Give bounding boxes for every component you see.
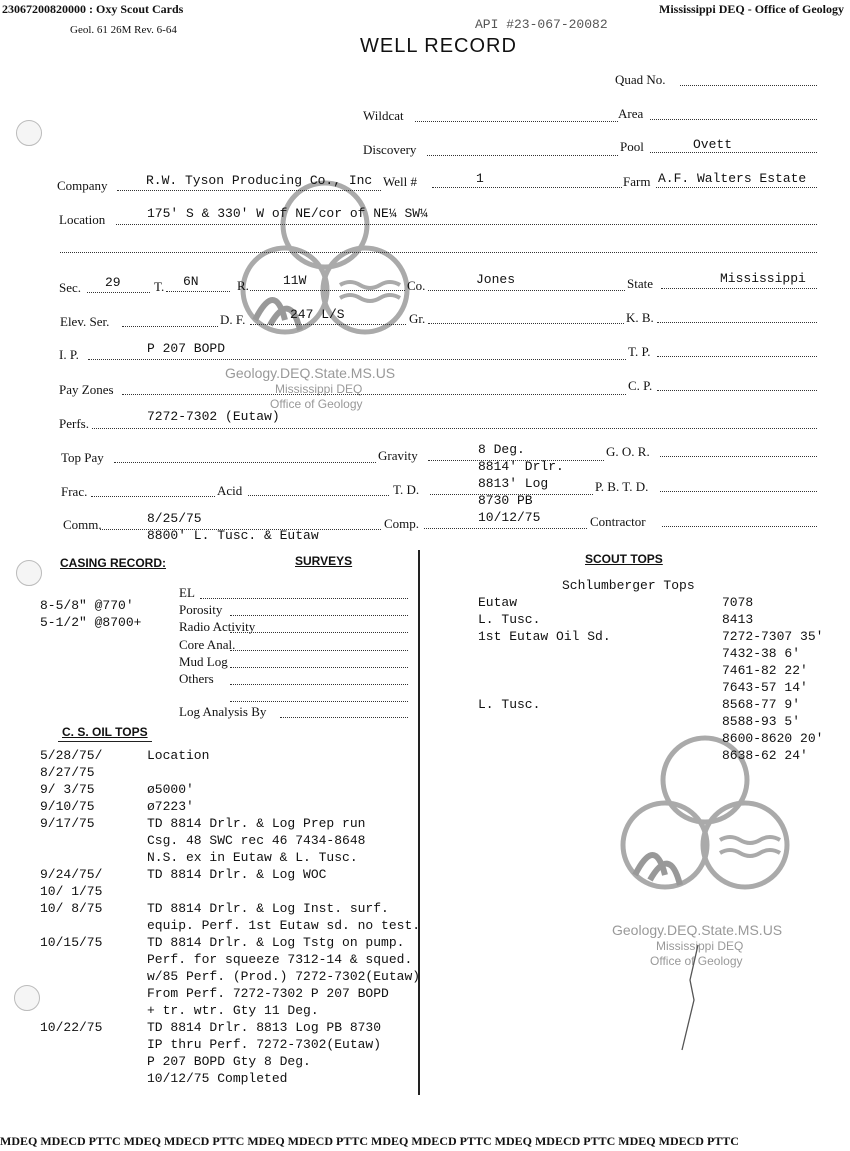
elev-ser-label: Elev. Ser. bbox=[60, 314, 110, 329]
r-label: R. bbox=[237, 278, 249, 293]
survey-item-label: Log Analysis By bbox=[179, 704, 267, 719]
kb-label: K. B. bbox=[626, 310, 654, 325]
oil-tops-entry: TD 8814 Drlr. 8813 Log PB 8730 bbox=[147, 1020, 382, 1035]
oil-tops-entry: 10/12/75 Completed bbox=[147, 1071, 288, 1086]
scout-tops-depth: 7461-82 22' bbox=[722, 663, 808, 678]
comp-value: 10/12/75 bbox=[478, 510, 541, 525]
watermark-text: Mississippi DEQ bbox=[656, 939, 744, 953]
ip-label: I. P. bbox=[59, 347, 79, 362]
company-label: Company bbox=[57, 178, 108, 193]
survey-item-line bbox=[230, 615, 408, 616]
survey-item-line bbox=[230, 632, 408, 633]
oil-tops-date: 10/ 1/75 bbox=[40, 884, 103, 899]
oil-tops-entry: TD 8814 Drlr. & Log Prep run bbox=[147, 816, 366, 831]
oil-tops-entry: N.S. ex in Eutaw & L. Tusc. bbox=[147, 850, 358, 865]
td-log-value: 8813' Log bbox=[478, 476, 549, 491]
punch-hole bbox=[16, 120, 42, 146]
scout-tops-depth: 7643-57 14' bbox=[722, 680, 808, 695]
agency-header: Mississippi DEQ - Office of Geology bbox=[659, 2, 844, 16]
scout-tops-depth: 7432-38 6' bbox=[722, 646, 801, 661]
casing-record-heading: CASING RECORD: bbox=[60, 556, 167, 570]
oil-tops-entry: P 207 BOPD Gty 8 Deg. bbox=[147, 1054, 311, 1069]
gr-label: Gr. bbox=[409, 311, 426, 326]
scout-tops-heading: SCOUT TOPS bbox=[585, 552, 663, 566]
oil-tops-entry: ø7223' bbox=[147, 799, 194, 814]
perfs-label: Perfs. bbox=[59, 416, 89, 431]
scout-tops-formation: L. Tusc. bbox=[478, 697, 541, 712]
file-id-header: 23067200820000 : Oxy Scout Cards bbox=[2, 2, 184, 16]
casing-row: 8-5/8" @770' bbox=[40, 598, 134, 613]
county-value: Jones bbox=[476, 272, 516, 287]
pen-mark bbox=[670, 940, 710, 1060]
t-value: 6N bbox=[183, 274, 199, 289]
t-label: T. bbox=[154, 279, 165, 294]
well-label: Well # bbox=[383, 174, 417, 189]
scout-tops-depth: 7272-7307 35' bbox=[722, 629, 824, 644]
survey-item-line bbox=[230, 684, 408, 685]
county-label: Co. bbox=[407, 278, 426, 293]
pay-zones-label: Pay Zones bbox=[59, 382, 114, 397]
oil-tops-entry: IP thru Perf. 7272-7302(Eutaw) bbox=[147, 1037, 382, 1052]
surveys-heading: SURVEYS bbox=[295, 554, 353, 568]
oil-tops-date: 9/24/75/ bbox=[40, 867, 103, 882]
page-title: WELL RECORD bbox=[360, 35, 517, 57]
scout-tops-formation: L. Tusc. bbox=[478, 612, 541, 627]
acid-label: Acid bbox=[217, 483, 243, 498]
watermark-text: Office of Geology bbox=[270, 397, 363, 411]
oil-tops-entry: Location bbox=[147, 748, 210, 763]
pool-value: Ovett bbox=[693, 137, 733, 152]
td-label: T. D. bbox=[393, 482, 420, 497]
survey-item-line bbox=[230, 667, 408, 668]
scout-tops-subheading: Schlumberger Tops bbox=[562, 578, 695, 593]
footer-watermark-strip: MDEQ MDECD PTTC MDEQ MDECD PTTC MDEQ MDECD PTTC MDEQ MDECD PTTC MDEQ MDECD PTTC MDEQ MDECD PTTC bbox=[0, 1134, 739, 1148]
survey-item-line bbox=[200, 598, 408, 599]
area-label: Area bbox=[618, 106, 644, 121]
comm-note-value: 8800' L. Tusc. & Eutaw bbox=[147, 528, 319, 543]
oil-tops-entry: w/85 Perf. (Prod.) 7272-7302(Eutaw) bbox=[147, 969, 421, 984]
gravity-value: 8 Deg. bbox=[478, 442, 525, 457]
tp-label: T. P. bbox=[628, 344, 651, 359]
top-pay-label: Top Pay bbox=[61, 450, 104, 465]
survey-item-label: Others bbox=[179, 671, 214, 686]
discovery-label: Discovery bbox=[363, 142, 417, 157]
comm-date-value: 8/25/75 bbox=[147, 511, 202, 526]
farm-value: A.F. Walters Estate bbox=[658, 171, 807, 186]
oil-tops-date: 9/17/75 bbox=[40, 816, 95, 831]
td-drlr-value: 8814' Drlr. bbox=[478, 459, 564, 474]
wildcat-label: Wildcat bbox=[363, 108, 404, 123]
sec-value: 29 bbox=[105, 275, 121, 290]
survey-item-label: EL bbox=[179, 585, 195, 600]
scout-tops-depth: 8600-8620 20' bbox=[722, 731, 824, 746]
survey-item-label: Porosity bbox=[179, 602, 223, 618]
casing-row: 5-1/2" @8700+ bbox=[40, 615, 142, 630]
oil-tops-entry: TD 8814 Drlr. & Log WOC bbox=[147, 867, 327, 882]
r-value: 11W bbox=[283, 273, 307, 288]
oil-tops-date: 10/22/75 bbox=[40, 1020, 103, 1035]
survey-item-line bbox=[280, 717, 408, 718]
scout-tops-depth: 8413 bbox=[722, 612, 754, 627]
scout-tops-depth: 8588-93 5' bbox=[722, 714, 801, 729]
df-value: 247 L/S bbox=[290, 307, 345, 322]
oil-tops-entry: Csg. 48 SWC rec 46 7434-8648 bbox=[147, 833, 366, 848]
watermark-text: Office of Geology bbox=[650, 954, 743, 968]
perfs-value: 7272-7302 (Eutaw) bbox=[147, 409, 280, 424]
survey-item-label: Mud Log bbox=[179, 653, 228, 669]
oil-tops-heading: C. S. OIL TOPS bbox=[62, 725, 148, 739]
pool-label: Pool bbox=[620, 139, 644, 154]
oil-tops-entry: + tr. wtr. Gty 11 Deg. bbox=[147, 1003, 319, 1018]
survey-item-label: Core Anal. bbox=[179, 636, 236, 652]
oil-tops-date: 8/27/75 bbox=[40, 765, 95, 780]
ip-value: P 207 BOPD bbox=[147, 341, 226, 356]
punch-hole bbox=[14, 985, 40, 1011]
contractor-label: Contractor bbox=[590, 514, 646, 529]
watermark-text: Geology.DEQ.State.MS.US bbox=[225, 365, 396, 381]
survey-item-label: Radio Activity bbox=[179, 619, 256, 635]
scout-tops-depth: 8638-62 24' bbox=[722, 748, 808, 763]
oil-tops-date: 9/10/75 bbox=[40, 799, 95, 814]
location-label: Location bbox=[59, 212, 106, 227]
location-value: 175' S & 330' W of NE/cor of NE¼ SW¼ bbox=[147, 206, 428, 221]
gor-label: G. O. R. bbox=[606, 444, 650, 459]
state-value: Mississippi bbox=[720, 271, 806, 286]
pbtd-value: 8730 PB bbox=[478, 493, 533, 508]
scout-tops-depth: 8568-77 9' bbox=[722, 697, 801, 712]
company-value: R.W. Tyson Producing Co., Inc bbox=[146, 173, 373, 188]
punch-hole bbox=[16, 560, 42, 586]
quad-no-label: Quad No. bbox=[615, 72, 666, 87]
comm-label: Comm. bbox=[63, 517, 102, 532]
survey-item-line bbox=[230, 701, 408, 702]
df-label: D. F. bbox=[220, 312, 246, 327]
watermark-logo-bottom bbox=[600, 730, 830, 980]
cp-label: C. P. bbox=[628, 378, 653, 393]
sec-label: Sec. bbox=[59, 280, 82, 295]
scout-tops-depth: 7078 bbox=[722, 595, 754, 610]
oil-tops-entry: equip. Perf. 1st Eutaw sd. no test. bbox=[147, 918, 421, 933]
comp-label: Comp. bbox=[384, 516, 420, 531]
api-number: API #23-067-20082 bbox=[475, 17, 608, 32]
gravity-label: Gravity bbox=[378, 448, 418, 463]
survey-item-line bbox=[230, 650, 408, 651]
oil-tops-heading-box bbox=[58, 723, 152, 742]
oil-tops-entry: From Perf. 7272-7302 P 207 BOPD bbox=[147, 986, 389, 1001]
oil-tops-entry: TD 8814 Drlr. & Log Inst. surf. bbox=[147, 901, 389, 916]
state-label: State bbox=[627, 276, 653, 291]
oil-tops-entry: Perf. for squeeze 7312-14 & squed. bbox=[147, 952, 413, 967]
watermark-text: Geology.DEQ.State.MS.US bbox=[612, 922, 783, 938]
form-code: Geol. 61 26M Rev. 6-64 bbox=[70, 24, 177, 36]
watermark-text: Mississippi DEQ bbox=[275, 382, 363, 396]
farm-label: Farm bbox=[623, 174, 651, 189]
frac-label: Frac. bbox=[61, 484, 88, 499]
oil-tops-date: 10/15/75 bbox=[40, 935, 103, 950]
scout-tops-formation: 1st Eutaw Oil Sd. bbox=[478, 629, 611, 644]
oil-tops-entry: ø5000' bbox=[147, 782, 194, 797]
column-divider bbox=[418, 550, 420, 1095]
oil-tops-date: 5/28/75/ bbox=[40, 748, 103, 763]
scout-tops-formation: Eutaw bbox=[478, 595, 518, 610]
oil-tops-date: 10/ 8/75 bbox=[40, 901, 103, 916]
pbtd-label: P. B. T. D. bbox=[595, 479, 649, 494]
oil-tops-entry: TD 8814 Drlr. & Log Tstg on pump. bbox=[147, 935, 405, 950]
oil-tops-date: 9/ 3/75 bbox=[40, 782, 95, 797]
well-value: 1 bbox=[476, 171, 484, 186]
